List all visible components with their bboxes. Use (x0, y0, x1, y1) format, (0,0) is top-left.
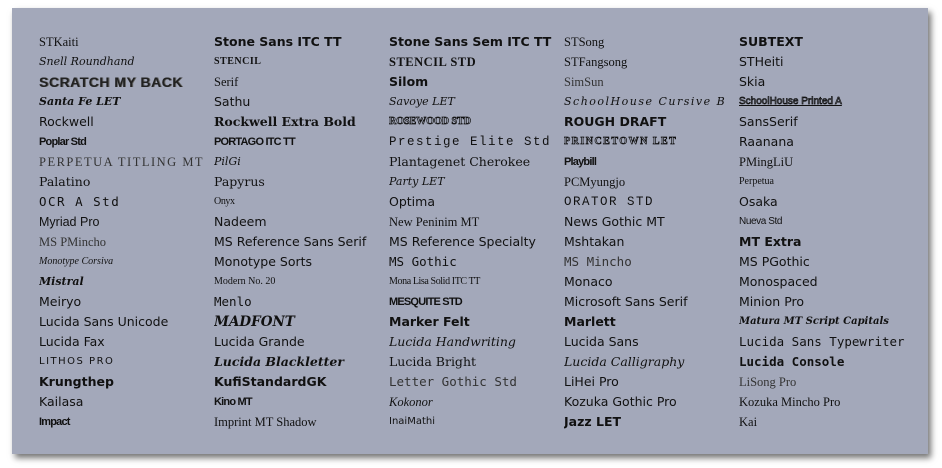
font-item[interactable]: Papyrus (214, 174, 265, 189)
font-item[interactable]: Onyx (214, 196, 235, 207)
font-item[interactable]: ORATOR STD (564, 195, 655, 209)
font-item[interactable]: Silom (389, 74, 429, 89)
font-item[interactable]: Kai (739, 415, 758, 429)
font-item[interactable]: Imprint MT Shadow (214, 415, 317, 429)
font-item[interactable]: Myriad Pro (39, 215, 100, 229)
font-item[interactable]: Plantagenet Cherokee (389, 154, 531, 169)
font-item[interactable]: Microsoft Sans Serif (564, 294, 688, 309)
font-column-4 (564, 32, 739, 432)
font-item[interactable]: Kozuka Mincho Pro (739, 395, 841, 409)
font-item[interactable]: MS Mincho (564, 254, 632, 269)
font-column-5 (739, 32, 914, 432)
font-item[interactable]: Krungthep (39, 374, 114, 389)
font-item[interactable]: Lucida Bright (389, 354, 477, 369)
font-item[interactable]: Skia (739, 74, 766, 89)
font-item[interactable]: Mistral (39, 275, 84, 288)
font-item[interactable]: ROSEWOOD STD (389, 116, 471, 127)
font-item[interactable]: Sathu (214, 94, 251, 109)
font-item[interactable]: PMingLiU (739, 155, 794, 169)
font-item[interactable]: Savoye LET (389, 95, 455, 108)
font-item[interactable]: Monospaced (739, 274, 818, 289)
font-item[interactable]: Nueva Std (739, 216, 783, 227)
font-item[interactable]: Snell Roundhand (39, 55, 135, 68)
font-item[interactable]: PORTAGO ITC TT (214, 136, 295, 148)
font-column-3 (389, 32, 564, 432)
font-item[interactable]: Mshtakan (564, 234, 625, 249)
font-item[interactable]: Modern No. 20 (214, 276, 276, 287)
font-item[interactable]: Monotype Corsiva (39, 256, 114, 267)
font-item[interactable]: Menlo (214, 294, 252, 309)
font-item[interactable]: LITHOS PRO (39, 356, 115, 367)
font-item[interactable]: PERPETUA TITLING MT (39, 155, 205, 169)
font-item[interactable]: STHeiti (739, 54, 784, 69)
font-item[interactable]: MS Reference Specialty (389, 234, 536, 249)
font-item[interactable]: PCMyungjo (564, 175, 626, 189)
font-item[interactable]: InaiMathi (389, 416, 435, 427)
font-item[interactable]: Marker Felt (389, 314, 470, 329)
font-item[interactable]: Lucida Fax (39, 334, 105, 349)
font-item[interactable]: MS PMincho (39, 235, 107, 249)
font-item[interactable]: SimSun (564, 75, 604, 89)
font-item[interactable]: STENCIL (214, 56, 262, 67)
font-item[interactable]: ROUGH DRAFT (564, 114, 667, 129)
font-item[interactable]: Marlett (564, 314, 616, 329)
font-item[interactable]: STSong (564, 35, 605, 49)
font-item[interactable]: SchoolHouse Cursive B (564, 95, 727, 108)
font-item[interactable]: MS PGothic (739, 254, 810, 269)
font-item[interactable]: Monaco (564, 274, 613, 289)
font-item[interactable]: MS Reference Sans Serif (214, 234, 367, 249)
font-item[interactable]: OCR A Std (39, 194, 121, 209)
font-column-1 (39, 32, 214, 432)
font-item[interactable]: Lucida Sans Unicode (39, 314, 169, 329)
font-column-2 (214, 32, 389, 432)
font-item[interactable]: PRINCETOWN LET (564, 136, 678, 147)
font-item[interactable]: Kailasa (39, 394, 84, 409)
font-item[interactable]: Stone Sans ITC TT (214, 34, 342, 49)
font-item[interactable]: SchoolHouse Printed A (739, 96, 842, 107)
font-item[interactable]: Kozuka Gothic Pro (564, 394, 677, 409)
font-item[interactable]: Rockwell (39, 114, 94, 129)
font-item[interactable]: Kokonor (389, 395, 433, 409)
font-item[interactable]: Mona Lisa Solid ITC TT (389, 276, 481, 287)
font-item[interactable]: PilGi (214, 155, 241, 168)
font-item[interactable]: MS Gothic (389, 254, 457, 269)
font-item[interactable]: STFangsong (564, 55, 628, 69)
font-item[interactable]: Meiryo (39, 294, 82, 309)
font-item[interactable]: Osaka (739, 194, 778, 209)
font-item[interactable]: Lucida Handwriting (389, 334, 516, 349)
font-list-panel (12, 8, 928, 454)
font-item[interactable]: Lucida Calligraphy (564, 354, 685, 369)
font-item[interactable]: Lucida Sans (564, 334, 639, 349)
font-item[interactable]: SUBTEXT (739, 34, 803, 49)
font-item[interactable]: Rockwell Extra Bold (214, 114, 356, 129)
font-item[interactable]: Serif (214, 75, 239, 89)
font-item[interactable]: Impact (39, 416, 70, 428)
font-item[interactable]: Prestige Elite Std (389, 135, 552, 149)
font-item[interactable]: Lucida Grande (214, 334, 305, 349)
font-item[interactable]: Lucida Sans Typewriter (739, 334, 905, 349)
font-item[interactable]: STENCIL STD (389, 55, 477, 69)
font-item[interactable]: Nadeem (214, 214, 267, 229)
font-item[interactable]: SansSerif (739, 114, 798, 129)
font-item[interactable]: Lucida Console (739, 354, 845, 369)
font-item[interactable]: LiHei Pro (564, 374, 619, 389)
font-item[interactable]: Raanana (739, 134, 794, 149)
font-item[interactable]: News Gothic MT (564, 214, 665, 229)
font-item[interactable]: STKaiti (39, 35, 79, 49)
font-item[interactable]: Playbill (564, 156, 597, 168)
font-item[interactable]: LiSong Pro (739, 375, 797, 389)
font-item[interactable]: New Peninim MT (389, 215, 480, 229)
font-item[interactable]: Optima (389, 194, 435, 209)
font-item[interactable]: Stone Sans Sem ITC TT (389, 34, 552, 49)
font-item[interactable]: Letter Gothic Std (389, 374, 517, 389)
font-item[interactable]: SCRATCH MY BACK (39, 74, 183, 90)
font-item[interactable]: Matura MT Script Capitals (739, 316, 889, 327)
font-item[interactable]: KufiStandardGK (214, 374, 327, 389)
font-item[interactable]: Palatino (39, 174, 91, 189)
font-item[interactable]: Party LET (389, 175, 445, 188)
font-item[interactable]: MT Extra (739, 234, 802, 249)
font-item[interactable]: MESQUITE STD (389, 296, 462, 308)
font-item[interactable]: Perpetua (739, 176, 774, 187)
font-item[interactable]: Monotype Sorts (214, 254, 313, 269)
font-item[interactable]: MADFONT (214, 314, 295, 330)
font-item[interactable]: Santa Fe LET (39, 95, 121, 108)
font-item[interactable]: Poplar Std (39, 136, 87, 148)
font-item[interactable]: Jazz LET (564, 414, 622, 429)
font-item[interactable]: Lucida Blackletter (214, 354, 344, 369)
font-item[interactable]: Minion Pro (739, 294, 805, 309)
font-item[interactable]: Kino MT (214, 396, 252, 408)
